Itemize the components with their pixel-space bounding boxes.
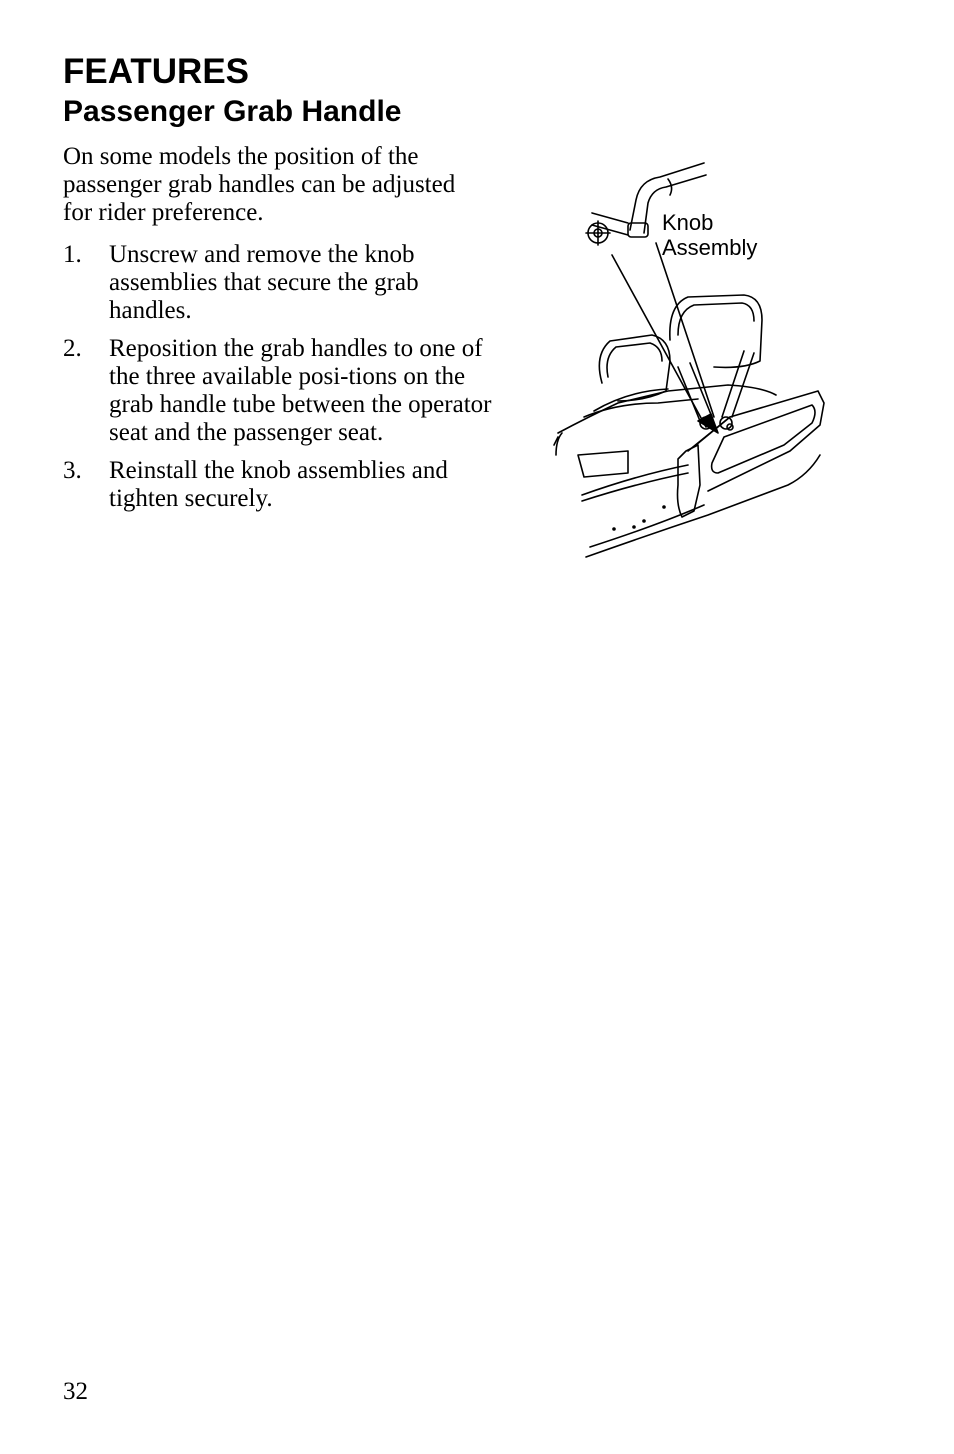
callout-line-2: Assembly	[662, 235, 758, 260]
step-text: Reinstall the knob assemblies and tighten securely.	[109, 457, 448, 512]
seat	[558, 385, 776, 433]
topic-title: Passenger Grab Handle	[63, 95, 402, 128]
step-item	[63, 241, 493, 325]
steps-list	[63, 241, 493, 523]
callout-line-1: Knob	[662, 210, 714, 235]
step-text: Unscrew and remove the knob assemblies that secure the grab handles.	[109, 241, 419, 324]
step-number: 3.	[63, 457, 82, 484]
step-item	[63, 457, 493, 513]
page-number: 32	[63, 1378, 88, 1405]
step-number: 2.	[63, 335, 82, 362]
step-item	[63, 335, 493, 447]
tunnel	[688, 391, 824, 491]
step-text: Reposition the grab handles to one of the three available posi-tions on the grab handle tube between the operator seat and the passenger seat.	[109, 335, 492, 446]
intro-paragraph: On some models the position of the passenger grab handles can be adjusted for rider preference.	[63, 143, 456, 226]
step-number: 1.	[63, 241, 82, 268]
figure-callout-label	[662, 210, 757, 260]
section-title: FEATURES	[63, 52, 250, 91]
